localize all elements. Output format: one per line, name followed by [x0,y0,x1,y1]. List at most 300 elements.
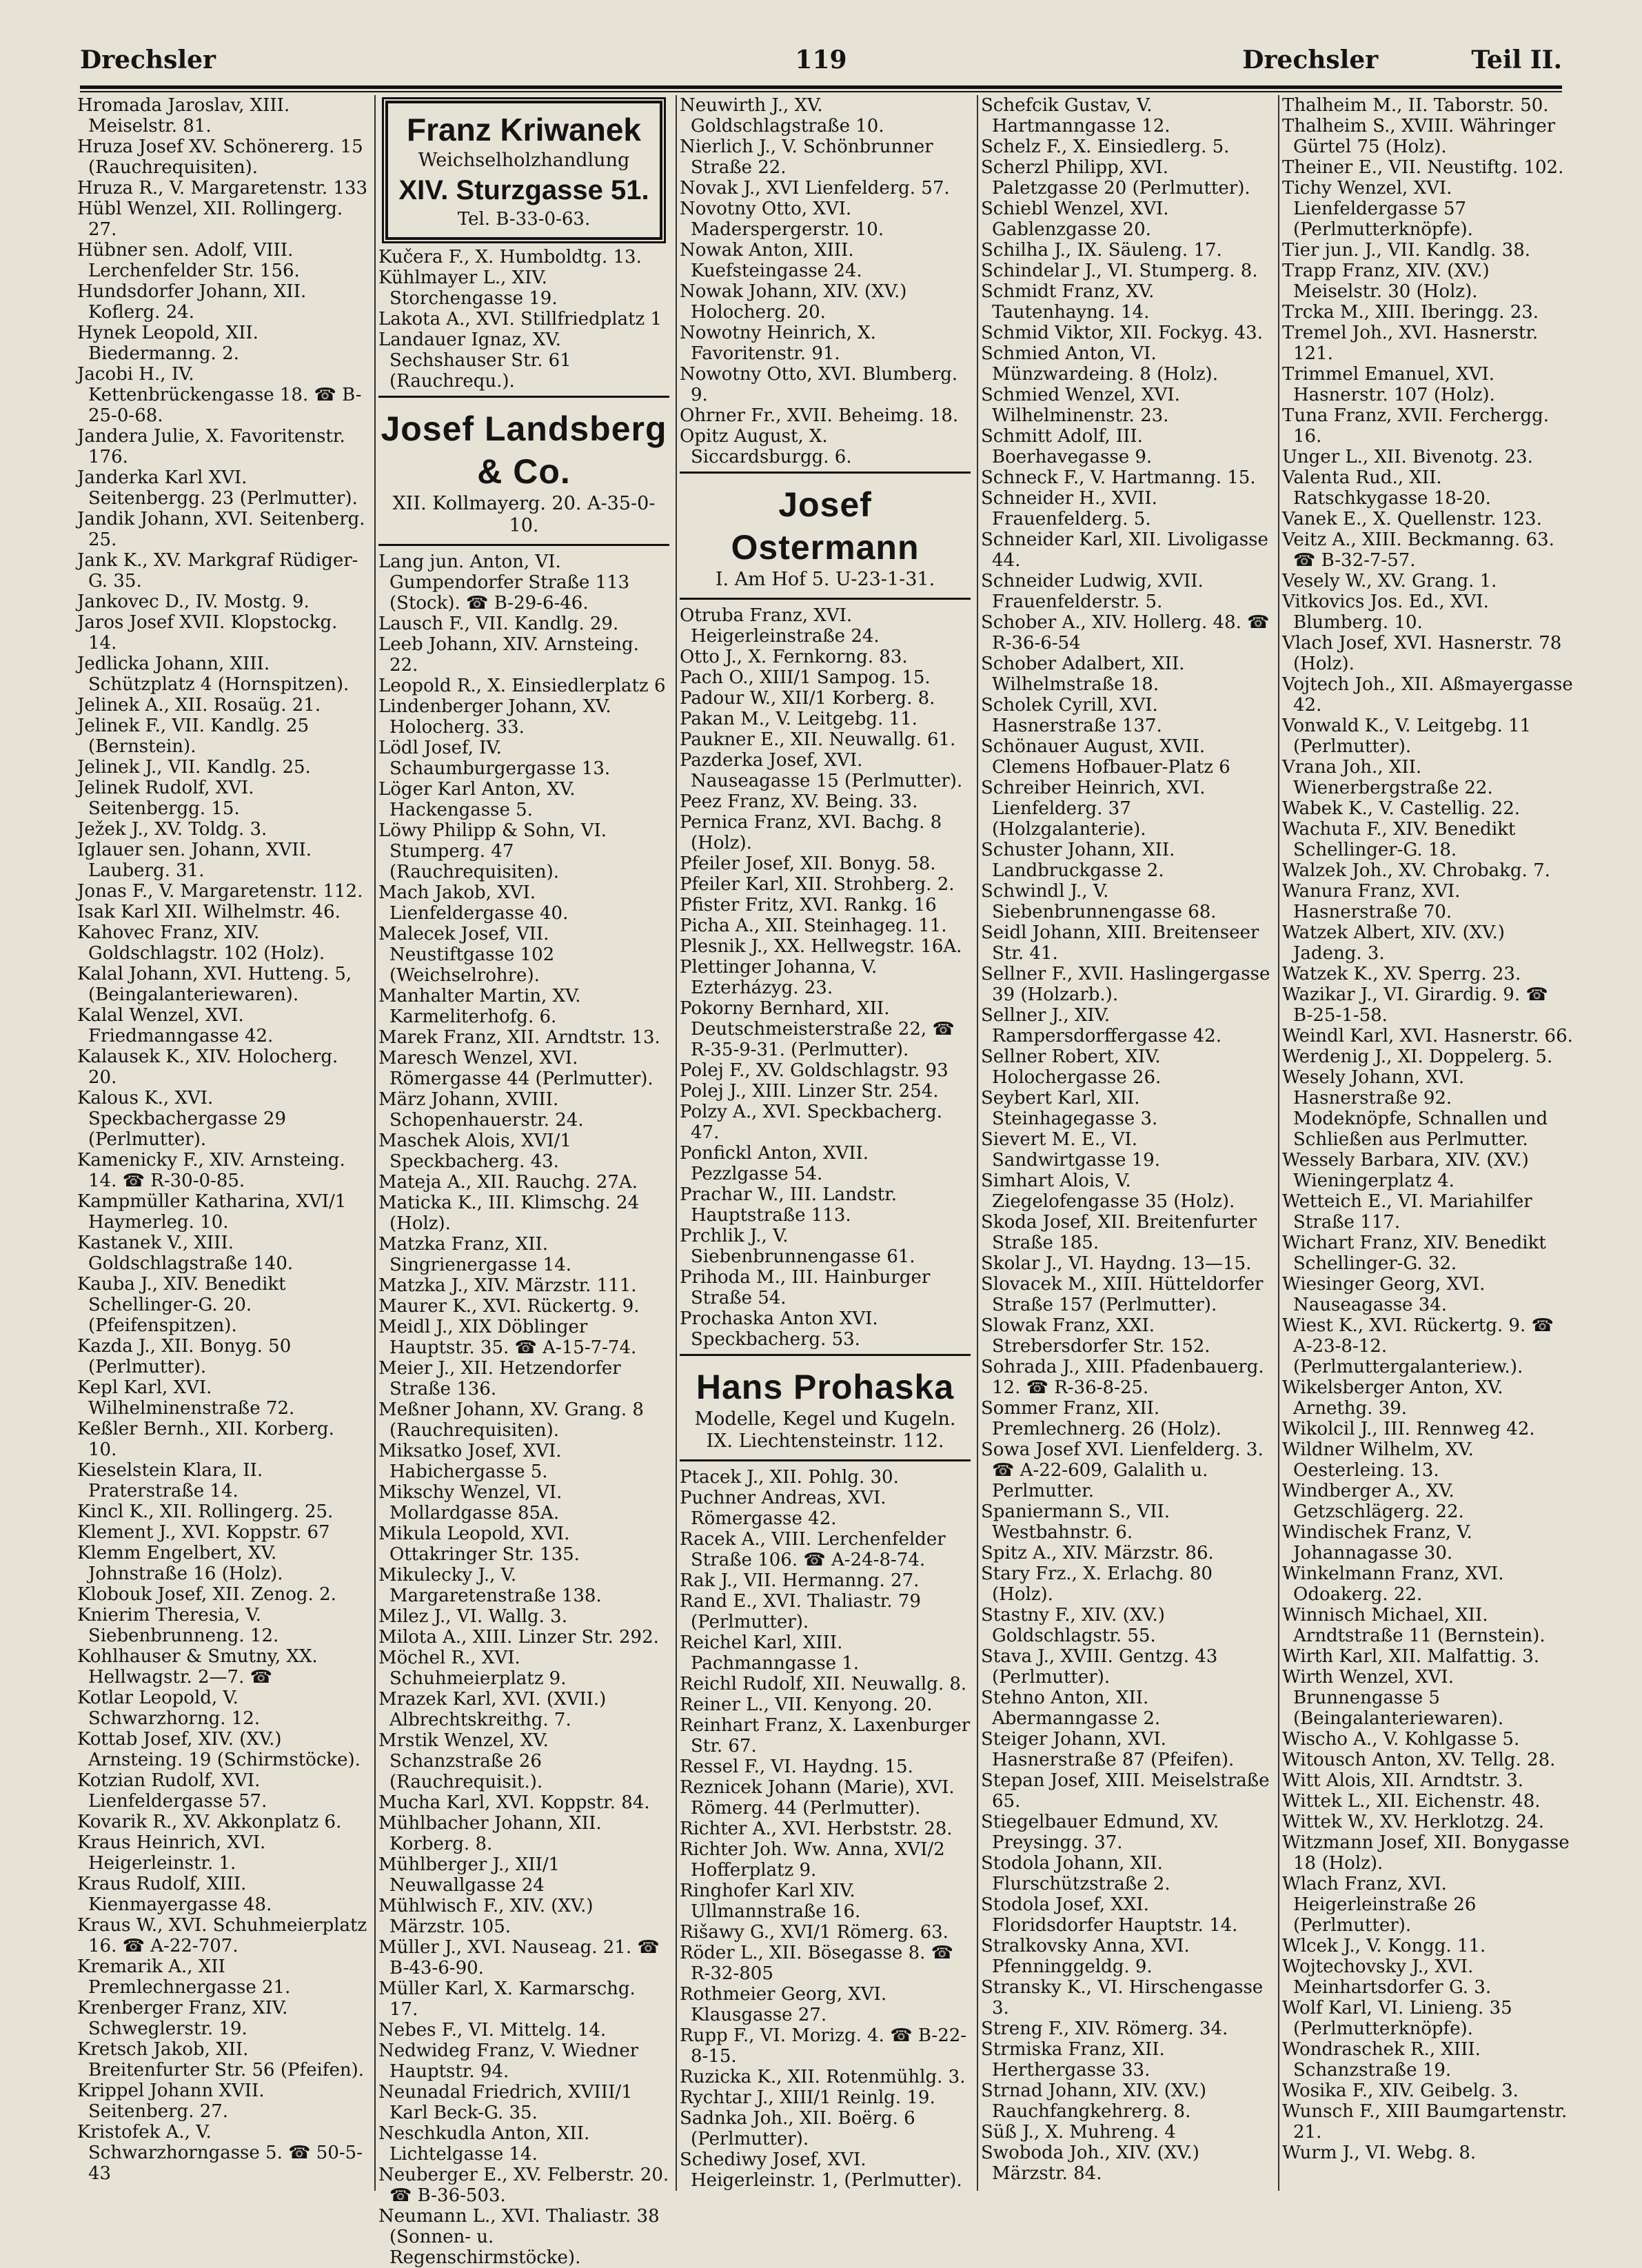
directory-entry: Stodola Johann, XII. Flurschützstraße 2. [981,1853,1170,1894]
directory-entry: Windischek Franz, V. Johannagasse 30. [1282,1522,1472,1563]
column-divider [977,95,978,2191]
directory-entry: Manhalter Martin, XV. Karmeliterhofg. 6. [378,986,581,1027]
directory-entry: Nowak Anton, XIII. Kuefsteingasse 24. [680,240,862,281]
directory-entry: Jelinek F., VII. Kandlg. 25 (Bernstein). [77,716,310,757]
directory-entry: Wosika F., XIV. Geibelg. 3. [1282,2080,1519,2101]
directory-entry: Hromada Jaroslav, XIII. Meiselstr. 81. [77,95,290,136]
directory-entry: Schmitt Adolf, III. Boerhavegasse 9. [981,426,1153,467]
directory-entry: Kotzian Rudolf, XVI. Lienfeldergasse 57. [77,1770,267,1812]
directory-entry: Simhart Alois, V. Ziegelofengasse 35 (Holz). [981,1171,1235,1212]
ad-separator [378,544,669,546]
ad-business-line: Modelle, Kegel und Kugeln. [694,1408,956,1430]
directory-entry: Plesnik J., XX. Hellwegstr. 16A. [680,936,962,957]
directory-entry: Schober Adalbert, XII. Wilhelmstraße 18. [981,654,1185,695]
directory-entry: Thalheim M., II. Taborstr. 50. [1282,95,1549,116]
directory-entry: Milez J., VI. Wallg. 3. [378,1606,567,1627]
header-right [1242,45,1562,74]
directory-entry: Stehno Anton, XII. Abermanngasse 2. [981,1688,1161,1729]
directory-entry: Mrstik Wenzel, XV. Schanzstraße 26 (Rauchrequisit.). [378,1730,549,1792]
directory-entry: Neumann L., XVI. Thaliastr. 38 (Sonnen- u. Regenschirmstöcke). [378,2206,660,2268]
directory-entry: Mucha Karl, XVI. Koppstr. 84. [378,1792,650,1813]
directory-entry: Vonwald K., V. Leitgebg. 11 (Perlmutter). [1282,716,1532,757]
directory-entry: Seybert Karl, XII. Steinhagegasse 3. [981,1088,1158,1129]
directory-entry: Stransky K., VI. Hirschengasse 3. [981,1977,1264,2018]
directory-entry: Wurm J., VI. Webg. 8. [1282,2143,1477,2163]
directory-entry: Peez Franz, XV. Being. 33. [680,791,918,812]
directory-entry: Kremarik A., XII Premlechnergasse 21. [77,1956,291,1998]
directory-entry: Rand E., XVI. Thaliastr. 79 (Perlmutter). [680,1591,921,1632]
directory-entry: Streng F., XIV. Römerg. 34. [981,2018,1228,2039]
directory-entry: Kauba J., XIV. Benedikt Schellinger-G. 20. (Pfeifenspitzen). [77,1274,286,1336]
directory-entry: Löger Karl Anton, XV. Hackengasse 5. [378,779,576,820]
directory-entry: Witt Alois, XII. Arndtstr. 3. [1282,1770,1523,1791]
directory-entry: Krippel Johann XVII. Seitenberg. 27. [77,2080,265,2122]
directory-entry: Mrazek Karl, XVI. (XVII.) Albrechtskreithg. 7. [378,1689,607,1730]
header-part: Teil II. [1471,45,1562,74]
directory-entry: Matzka J., XIV. Märzstr. 111. [378,1275,637,1296]
directory-entry: Pach O., XIII/1 Sampog. 15. [680,667,931,688]
directory-entry: Sellner J., XIV. Rampersdorffergasse 42. [981,1005,1222,1046]
directory-entry: Watzek Albert, XIV. (XV.) Jadeng. 3. [1282,922,1505,964]
column-1 [77,95,368,2191]
directory-entry: März Johann, XVIII. Schopenhauerstr. 24. [378,1089,584,1131]
directory-entry: Marek Franz, XII. Arndtstr. 13. [378,1027,660,1048]
directory-entry: Kahovec Franz, XIV. Goldschlagstr. 102 (Holz). [77,922,325,964]
advertisement-kriwanek [385,101,662,240]
directory-entry: Löwy Philipp & Sohn, VI. Stumperg. 47 (Rauchrequisiten). [378,820,607,882]
directory-entry: Vesely W., XV. Grang. 1. [1282,571,1497,591]
directory-entry: Slowak Franz, XXI. Strebersdorfer Str. 152. [981,1315,1210,1357]
directory-entry: Tier jun. J., VII. Kandlg. 38. [1282,240,1531,261]
directory-entry: Wischo A., V. Kohlgasse 5. [1282,1729,1520,1750]
entry-list [680,605,971,1350]
directory-entry: Schiebl Wenzel, XVI. Gablenzgasse 20. [981,199,1169,240]
ad-company-name: Franz Kriwanek [407,112,641,148]
directory-entry: Maresch Wenzel, XVI. Römergasse 44 (Perlmutter). [378,1048,653,1089]
directory-entry: Schönauer August, XVII. Clemens Hofbauer-Platz 6 [981,736,1230,778]
directory-entry: Wessely Barbara, XIV. (XV.) Wieningerplatz 4. [1282,1150,1529,1191]
directory-entry: Kincl K., XII. Rollingerg. 25. [77,1501,334,1522]
directory-entry: Schmid Viktor, XII. Fockyg. 43. [981,323,1263,343]
directory-entry: Schober A., XIV. Hollerg. 48. ☎ R-36-6-54 [981,612,1270,654]
directory-entry: Kalal Wenzel, XVI. Friedmanngasse 42. [77,1005,274,1046]
directory-entry: Pazderka Josef, XVI. Nauseagasse 15 (Perlmutter). [680,750,963,791]
directory-entry: Ressel F., VI. Haydng. 15. [680,1756,913,1777]
directory-entry: Wichart Franz, XIV. Benedikt Schellinger-G. 32. [1282,1233,1546,1274]
directory-entry: Vrana Joh., XII. Wienerbergstraße 22. [1282,757,1493,798]
directory-entry: Polej F., XV. Goldschlagstr. 93 [680,1060,949,1081]
directory-entry: Vlach Josef, XVI. Hasnerstr. 78 (Holz). [1282,633,1562,674]
entry-list [680,1467,971,2191]
directory-entry: Wittek W., XV. Herklotzg. 24. [1282,1812,1545,1832]
directory-entry: Kepl Karl, XVI. Wilhelminenstraße 72. [77,1377,295,1419]
directory-entry: Schneider Ludwig, XVII. Frauenfelderstr. 5. [981,571,1204,612]
directory-entry: Mach Jakob, XVI. Lienfeldergasse 40. [378,882,569,924]
column-4 [981,95,1272,2191]
directory-entry: Wazikar J., VI. Girardig. 9. ☎ B-25-1-58. [1282,984,1548,1026]
directory-entry: Wachuta F., XIV. Benedikt Schellinger-G. 18. [1282,819,1516,860]
directory-entry: Keßler Bernh., XII. Korberg. 10. [77,1419,334,1460]
ad-address: IX. Liechtensteinstr. 112. [706,1430,944,1452]
directory-entry: Vojtech Joh., XII. Aßmayergasse 42. [1282,674,1573,716]
directory-entry: Rak J., VII. Hermanng. 27. [680,1570,920,1591]
directory-entry: Kotlar Leopold, V. Schwarzhorng. 12. [77,1688,261,1729]
directory-entry: Picha A., XII. Steinhageg. 11. [680,915,947,936]
directory-entry: Wlach Franz, XVI. Heigerleinstraße 26 (Perlmutter). [1282,1874,1477,1936]
directory-entry: Nowak Johann, XIV. (XV.) Holocherg. 20. [680,281,907,323]
directory-entry: Meidl J., XIX Döblinger Hauptstr. 35. ☎ A-15-7-74. [378,1317,637,1358]
directory-entry: Novotny Otto, XVI. Maderspergerstr. 10. [680,199,884,240]
directory-entry: Sohrada J., XIII. Pfadenbauerg. 12. ☎ R-36-8-25. [981,1357,1264,1398]
header-right-title: Drechsler [1242,45,1379,74]
directory-entry: Maurer K., XVI. Rückertg. 9. [378,1296,640,1317]
directory-entry: Mikula Leopold, XVI. Ottakringer Str. 135. [378,1523,580,1565]
directory-entry: Pakan M., V. Leitgebg. 11. [680,709,918,729]
entry-list [680,95,971,467]
directory-entry: Schelz F., X. Einsiedlerg. 5. [981,136,1230,157]
directory-entry: Iglauer sen. Johann, XVII. Lauberg. 31. [77,840,312,881]
directory-entry: Wikelsberger Anton, XV. Arnethg. 39. [1282,1377,1503,1419]
directory-entry: Schmied Anton, VI. Münzwardeing. 8 (Holz). [981,343,1218,385]
directory-entry: Unger L., XII. Bivenotg. 23. [1282,447,1533,467]
directory-entry: Wikolcil J., III. Rennweg 42. [1282,1419,1535,1439]
advertisement-ostermann [680,483,971,591]
directory-entry: Sellner F., XVII. Haslingergasse 39 (Holzarb.). [981,964,1270,1005]
directory-entry: Otruba Franz, XVI. Heigerleinstraße 24. [680,605,880,647]
ad-separator [680,598,971,600]
directory-entry: Müller J., XVI. Nauseag. 21. ☎ B-43-6-90. [378,1937,660,1978]
directory-entry: Süß J., X. Muhreng. 4 [981,2122,1176,2143]
directory-entry: Nowotny Heinrich, X. Favoritenstr. 91. [680,323,876,364]
directory-entry: Hundsdorfer Johann, XII. Koflerg. 24. [77,281,307,323]
directory-entry: Wiest K., XVI. Rückertg. 9. ☎ A-23-8-12. (Perlmuttergalanteriew.). [1282,1315,1554,1377]
directory-entry: Schmidt Franz, XV. Tautenhayng. 14. [981,281,1155,323]
directory-entry: Jelinek A., XII. Rosaüg. 21. [77,695,321,716]
directory-entry: Hruza R., V. Margaretenstr. 133 [77,178,368,199]
column-2 [378,95,669,2268]
directory-entry: Jaros Josef XVII. Klopstockg. 14. [77,612,338,654]
directory-entry: Stava J., XVIII. Gentzg. 43 (Perlmutter). [981,1646,1218,1688]
directory-entry: Nierlich J., V. Schönbrunner Straße 22. [680,136,933,178]
directory-entry: Kučera F., X. Humboldtg. 13. [378,247,642,267]
header-rule [80,85,1562,89]
directory-entry: Scherzl Philipp, XVI. Paletzgasse 20 (Perlmutter). [981,157,1250,199]
directory-entry: Schindelar J., VI. Stumperg. 8. [981,261,1258,281]
directory-entry: Wiesinger Georg, XVI. Nauseagasse 34. [1282,1274,1486,1315]
column-5 [1282,95,1573,2191]
directory-entry: Hübner sen. Adolf, VIII. Lerchenfelder Str. 156. [77,240,300,281]
directory-entry: Schilha J., IX. Säuleng. 17. [981,240,1222,261]
directory-entry: Sowa Josef XVI. Lienfelderg. 3. ☎ A-22-609, Galalith u. Perlmutter. [981,1439,1264,1501]
directory-entry: Strnad Johann, XIV. (XV.) Rauchfangkehrerg. 8. [981,2080,1207,2122]
directory-entry: Stiegelbauer Edmund, XV. Preysingg. 37. [981,1812,1219,1853]
directory-entry: Janderka Karl XVI. Seitenbergg. 23 (Perlmutter). [77,467,358,509]
directory-entry: Watzek K., XV. Sperrg. 23. [1282,964,1521,984]
directory-entry: Spitz A., XIV. Märzstr. 86. [981,1543,1214,1563]
directory-entry: Theiner E., VII. Neustiftg. 102. [1282,157,1564,178]
directory-entry: Meßner Johann, XV. Grang. 8 (Rauchrequisiten). [378,1399,644,1441]
directory-entry: Valenta Rud., XII. Ratschkygasse 18-20. [1282,467,1491,509]
directory-entry: Stralkovsky Anna, XVI. Pfenninggeldg. 9. [981,1936,1190,1977]
directory-entry: Kristofek A., V. Schwarzhorngasse 5. ☎ 50-5-43 [77,2122,363,2184]
directory-entry: Schwindl J., V. Siebenbrunnengasse 68. [981,881,1217,922]
directory-entry: Jacobi H., IV. Kettenbrückengasse 18. ☎ B-25-0-68. [77,364,362,426]
directory-entry: Reichel Karl, XIII. Pachmanngasse 1. [680,1632,860,1674]
ad-address: XIV. Sturzgasse 51. [398,175,649,205]
directory-entry: Tremel Joh., XVI. Hasnerstr. 121. [1282,323,1539,364]
directory-entry: Mühlberger J., XII/1 Neuwallgasse 24 [378,1854,560,1896]
directory-entry: Otto J., X. Fernkorng. 83. [680,647,908,667]
directory-entry: Isak Karl XII. Wilhelmstr. 46. [77,902,341,922]
directory-entry: Jelinek J., VII. Kandlg. 25. [77,757,311,778]
directory-entry: Trcka M., XIII. Iberingg. 23. [1282,302,1539,323]
directory-entry: Slovacek M., XIII. Hütteldorfer Straße 157 (Perlmutter). [981,1274,1264,1315]
directory-entry: Reichl Rudolf, XII. Neuwallg. 8. [680,1674,967,1694]
directory-entry: Wildner Wilhelm, XV. Oesterleing. 13. [1282,1439,1474,1481]
directory-entry: Skolar J., VI. Haydng. 13—15. [981,1253,1252,1274]
directory-entry: Miksatko Josef, XVI. Habichergasse 5. [378,1441,562,1482]
directory-entry: Winkelmann Franz, XVI. Odoakerg. 22. [1282,1563,1504,1605]
directory-entry: Klemm Engelbert, XV. Johnstraße 16 (Holz). [77,1543,283,1584]
column-divider [1278,95,1279,2191]
directory-entry: Rišawy G., XVI/1 Römerg. 63. [680,1922,949,1943]
directory-entry: Wanura Franz, XVI. Hasnerstraße 70. [1282,881,1461,922]
directory-entry: Schreiber Heinrich, XVI. Lienfelderg. 37 (Holzgalanterie). [981,778,1206,840]
directory-entry: Reinhart Franz, X. Laxenburger Str. 67. [680,1715,971,1756]
directory-entry: Landauer Ignaz, XV. Sechshauser Str. 61 (Rauchrequ.). [378,330,571,392]
directory-entry: Pokorny Bernhard, XII. Deutschmeisterstraße 22, ☎ R-35-9-31. (Perlmutter). [680,998,955,1060]
directory-entry: Trimmel Emanuel, XVI. Hasnerstr. 107 (Holz). [1282,364,1495,405]
directory-entry: Puchner Andreas, XVI. Römergasse 42. [680,1488,886,1529]
directory-entry: Leopold R., X. Einsiedlerplatz 6 [378,676,666,696]
directory-entry: Skoda Josef, XII. Breitenfurter Straße 185. [981,1212,1257,1253]
directory-entry: Mikulecky J., V. Margaretenstraße 138. [378,1565,602,1606]
directory-entry: Kastanek V., XIII. Goldschlagstraße 140. [77,1233,294,1274]
directory-entry: Ptacek J., XII. Pohlg. 30. [680,1467,899,1488]
directory-entry: Leeb Johann, XIV. Arnsteing. 22. [378,634,639,676]
directory-entry: Witousch Anton, XV. Tellg. 28. [1282,1750,1556,1770]
directory-entry: Strmiska Franz, XII. Herthergasse 33. [981,2039,1165,2080]
directory-entry: Richter Joh. Ww. Anna, XVI/2 Hofferplatz 9. [680,1839,945,1881]
directory-entry: Kalous K., XVI. Speckbachergasse 29 (Perlmutter). [77,1088,286,1150]
directory-entry: Rupp F., VI. Morizg. 4. ☎ B-22-8-15. [680,2025,967,2067]
directory-entry: Matzka Franz, XII. Singrienergasse 14. [378,1234,572,1275]
directory-entry: Kovarik R., XV. Akkonplatz 6. [77,1812,342,1832]
directory-entry: Lakota A., XVI. Stillfriedplatz 1 [378,309,662,330]
directory-entry: Steiger Johann, XVI. Hasnerstraße 87 (Pfeifen). [981,1729,1235,1770]
directory-entry: Kalausek K., XIV. Holocherg. 20. [77,1046,338,1088]
directory-entry: Polzy A., XVI. Speckbacherg. 47. [680,1102,943,1143]
directory-entry: Nowotny Otto, XVI. Blumberg. 9. [680,364,958,405]
directory-entry: Trapp Franz, XIV. (XV.) Meiselstr. 30 (Holz). [1282,261,1490,302]
directory-entry: Neuberger E., XV. Felberstr. 20. ☎ B-36-503. [378,2165,669,2206]
directory-entry: Ponfickl Anton, XVII. Pezzlgasse 54. [680,1143,869,1184]
directory-entry: Jelinek Rudolf, XVI. Seitenbergg. 15. [77,778,254,819]
directory-entry: Walzek Joh., XV. Chrobakg. 7. [1282,860,1550,881]
directory-entry: Neschkudla Anton, XII. Lichtelgasse 14. [378,2123,590,2165]
directory-entry: Stepan Josef, XIII. Meiselstraße 65. [981,1770,1270,1812]
directory-entry: Klement J., XVI. Koppstr. 67 [77,1522,330,1543]
directory-entry: Kühlmayer L., XIV. Storchengasse 19. [378,267,558,309]
directory-entry: Jankovec D., IV. Mostg. 9. [77,591,310,612]
directory-entry: Kazda J., XII. Bonyg. 50 (Perlmutter). [77,1336,292,1377]
advertisement-landsberg [378,407,669,537]
directory-entry: Mateja A., XII. Rauchg. 27A. [378,1172,638,1193]
entry-list [378,551,669,2268]
page-header [80,43,1562,81]
directory-entry: Pfeiler Josef, XII. Bonyg. 58. [680,853,936,874]
ad-separator [680,472,971,474]
directory-entry: Malecek Josef, VII. Neustiftgasse 102 (Weichselrohre). [378,924,555,986]
directory-entry: Vanek E., X. Quellenstr. 123. [1282,509,1542,529]
directory-entry: Prochaska Anton XVI. Speckbacherg. 53. [680,1308,878,1350]
directory-entry: Swoboda Joh., XIV. (XV.) Märzstr. 84. [981,2143,1199,2184]
directory-entry: Stodola Josef, XXI. Floridsdorfer Hauptstr. 14. [981,1894,1238,1936]
directory-entry: Wojtechovsky J., XVI. Meinhartsdorfer G. 3. [1282,1956,1492,1998]
directory-entry: Thalheim S., XVIII. Währinger Gürtel 75 (Holz). [1282,116,1556,157]
directory-entry: Rychtar J., XIII/1 Reinlg. 19. [680,2087,935,2108]
directory-entry: Wolf Karl, VI. Linieng. 35 (Perlmutterknöpfe). [1282,1998,1512,2039]
ad-separator [680,1459,971,1461]
directory-entry: Mikschy Wenzel, VI. Mollardgasse 85A. [378,1482,562,1523]
directory-entry: Hruza Josef XV. Schönererg. 15 (Rauchrequisiten). [77,136,363,178]
column-divider [676,95,677,2191]
directory-entry: Krenberger Franz, XIV. Schweglerstr. 19. [77,1998,288,2039]
directory-entry: Plettinger Johanna, V. Ezterházyg. 23. [680,957,878,998]
directory-entry: Lang jun. Anton, VI. Gumpendorfer Straße 113 (Stock). ☎ B-29-6-46. [378,551,630,614]
directory-entry: Wetteich E., VI. Mariahilfer Straße 117. [1282,1191,1532,1233]
directory-entry: Witzmann Josef, XII. Bonygasse 18 (Holz). [1282,1832,1570,1874]
directory-entry: Mühlwisch F., XIV. (XV.) Märzstr. 105. [378,1896,594,1937]
directory-entry: Jedlicka Johann, XIII. Schützplatz 4 (Hornspitzen). [77,654,349,695]
directory-entry: Reznicek Johann (Marie), XVI. Römerg. 44 (Perlmutter). [680,1777,955,1819]
directory-entry: Müller Karl, X. Karmarschg. 17. [378,1978,636,2020]
directory-entry: Wondraschek R., XIII. Schanzstraße 19. [1282,2039,1481,2080]
directory-entry: Schefcik Gustav, V. Hartmanngasse 12. [981,95,1170,136]
directory-entry: Ohrner Fr., XVII. Beheimg. 18. [680,405,959,426]
directory-entry: Wittek L., XII. Eichenstr. 48. [1282,1791,1541,1812]
directory-entry: Maschek Alois, XVI/1 Speckbacherg. 43. [378,1131,571,1172]
directory-entry: Reiner L., VII. Kenyong. 20. [680,1694,933,1715]
directory-entry: Jonas F., V. Margaretenstr. 112. [77,881,363,902]
directory-entry: Lindenberger Johann, XV. Holocherg. 33. [378,696,611,738]
directory-entry: Hübl Wenzel, XII. Rollingerg. 27. [77,199,343,240]
directory-entry: Prchlik J., V. Siebenbrunnengasse 61. [680,1226,915,1267]
directory-entry: Padour W., XII/1 Korberg. 8. [680,688,935,709]
ad-company-name: Hans Prohaska [696,1368,955,1406]
directory-entry: Spaniermann S., VII. Westbahnstr. 6. [981,1501,1170,1543]
ad-separator [378,396,669,398]
directory-entry: Polej J., XIII. Linzer Str. 254. [680,1081,939,1102]
directory-entry: Nedwideg Franz, V. Wiedner Hauptstr. 94. [378,2041,639,2082]
ad-address: I. Am Hof 5. U-23-1-31. [715,569,935,590]
directory-entry: Pernica Franz, XVI. Bachg. 8 (Holz). [680,812,942,853]
directory-entry: Kohlhauser & Smutny, XX. Hellwagstr. 2—7. ☎ [77,1646,318,1688]
directory-entry: Vitkovics Jos. Ed., XVI. Blumberg. 10. [1282,591,1489,633]
header-rule-thin [80,91,1562,92]
directory-entry: Tichy Wenzel, XVI. Lienfeldergasse 57 (Perlmutterknöpfe). [1282,178,1473,240]
directory-entry: Mühlbacher Johann, XII. Korberg. 8. [378,1813,602,1854]
ad-separator [680,1354,971,1356]
directory-entry: Stastny F., XIV. (XV.) Goldschlagstr. 55. [981,1605,1165,1646]
directory-entry: Windberger A., XV. Getzschlägerg. 22. [1282,1481,1464,1522]
ad-business-line: Weichselholzhandlung [418,150,630,171]
directory-entry: Lödl Josef, IV. Schaumburgergasse 13. [378,738,611,779]
directory-entry: Knierim Theresia, V. Siebenbrunneng. 12. [77,1605,279,1646]
header-left-title: Drechsler [80,45,216,74]
directory-entry: Klobouk Josef, XII. Zenog. 2. [77,1584,336,1605]
directory-entry: Röder L., XII. Bösegasse 8. ☎ R-32-805 [680,1943,954,1984]
directory-entry: Pfeiler Karl, XII. Strohberg. 2. [680,874,955,895]
directory-entry: Novak J., XVI Lienfelderg. 57. [680,178,950,199]
directory-entry: Paukner E., XII. Neuwallg. 61. [680,729,956,750]
directory-entry: Wunsch F., XIII Baumgartenstr. 21. [1282,2101,1568,2143]
directory-entry: Racek A., VIII. Lerchenfelder Straße 106. ☎ A-24-8-74. [680,1529,946,1570]
ad-company-name: Josef Landsberg & Co. [381,409,667,491]
directory-entry: Schuster Johann, XII. Landbruckgasse 2. [981,840,1175,881]
directory-entry: Lausch F., VII. Kandlg. 29. [378,614,619,634]
ad-address: XII. Kollmayerg. 20. A-35-0-10. [392,493,656,536]
directory-entry: Schneider Karl, XII. Livoligasse 44. [981,529,1268,571]
directory-entry: Kalal Johann, XVI. Hutteng. 5, (Beingalanteriewaren). [77,964,352,1005]
directory-entry: Kraus Heinrich, XVI. Heigerleinstr. 1. [77,1832,266,1874]
column-3 [680,95,971,2191]
advertisement-prohaska [680,1366,971,1452]
directory-entry: Veitz A., XIII. Beckmanng. 63. ☎ B-32-7-57. [1282,529,1554,571]
directory-entry: Ježek J., XV. Toldg. 3. [77,819,267,840]
directory-entry: Tuna Franz, XVII. Ferchergg. 16. [1282,405,1550,447]
directory-entry: Kottab Josef, XIV. (XV.) Arnsteing. 19 (Schirmstöcke). [77,1729,361,1770]
ad-company-name: Josef Ostermann [731,485,920,567]
directory-entry: Scholek Cyrill, XVI. Hasnerstraße 137. [981,695,1162,736]
directory-entry: Möchel R., XVI. Schuhmeierplatz 9. [378,1648,567,1689]
directory-entry: Wirth Wenzel, XVI. Brunnengasse 5 (Beingalanteriewaren). [1282,1667,1504,1729]
column-divider [374,95,376,2191]
directory-entry: Sievert M. E., VI. Sandwirtgasse 19. [981,1129,1160,1171]
directory-entry: Maticka K., III. Klimschg. 24 (Holz). [378,1193,640,1234]
directory-entry: Jank K., XV. Markgraf Rüdiger-G. 35. [77,550,358,591]
directory-entry: Neunadal Friedrich, XVIII/1 Karl Beck-G. 35. [378,2082,633,2123]
directory-entry: Prihoda M., III. Hainburger Straße 54. [680,1267,931,1308]
directory-entry: Schneider H., XVII. Frauenfelderg. 5. [981,488,1157,529]
directory-entry: Schediwy Josef, XVI. Heigerleinstr. 1, (Perlmutter). [680,2149,962,2191]
entry-list [378,247,669,392]
directory-entry: Kamenicky F., XIV. Arnsteing. 14. ☎ R-30-0-85. [77,1150,345,1191]
directory-entry: Kampmüller Katharina, XVI/1 Haymerleg. 10. [77,1191,347,1233]
directory-entry: Wlcek J., V. Kongg. 11. [1282,1936,1486,1956]
directory-entry: Wabek K., V. Castellig. 22. [1282,798,1521,819]
directory-entry: Kieselstein Klara, II. Praterstraße 14. [77,1460,263,1501]
directory-entry: Kraus Rudolf, XIII. Kienmayergasse 48. [77,1874,272,1915]
directory-entry: Winnisch Michael, XII. Arndtstraße 11 (Bernstein). [1282,1605,1545,1646]
page-number: 119 [795,45,847,74]
directory-entry: Nebes F., VI. Mittelg. 14. [378,2020,607,2041]
directory-entry: Schneck F., V. Hartmanng. 15. [981,467,1256,488]
directory-entry: Hynek Leopold, XII. Biedermanng. 2. [77,323,259,364]
directory-entry: Wesely Johann, XVI. Hasnerstraße 92. Modeknöpfe, Schnallen und Schließen aus Perlmutter. [1282,1067,1548,1150]
directory-entry: Ringhofer Karl XIV. Ullmannstraße 16. [680,1881,861,1922]
directory-entry: Schmied Wenzel, XVI. Wilhelminenstr. 23. [981,385,1180,426]
directory-entry: Weindl Karl, XVI. Hasnerstr. 66. [1282,1026,1573,1046]
directory-entry: Neuwirth J., XV. Goldschlagstraße 10. [680,95,884,136]
directory-entry: Ruzicka K., XII. Rotenmühlg. 3. [680,2067,966,2087]
directory-entry: Stary Frz., X. Erlachg. 80 (Holz). [981,1563,1213,1605]
directory-entry: Jandik Johann, XVI. Seitenberg. 25. [77,509,365,550]
directory-entry: Kretsch Jakob, XII. Breitenfurter Str. 56 (Pfeifen). [77,2039,364,2080]
directory-entry: Milota A., XIII. Linzer Str. 292. [378,1627,659,1648]
directory-entry: Jandera Julie, X. Favoritenstr. 176. [77,426,345,467]
directory-entry: Richter A., XVI. Herbststr. 28. [680,1819,953,1839]
